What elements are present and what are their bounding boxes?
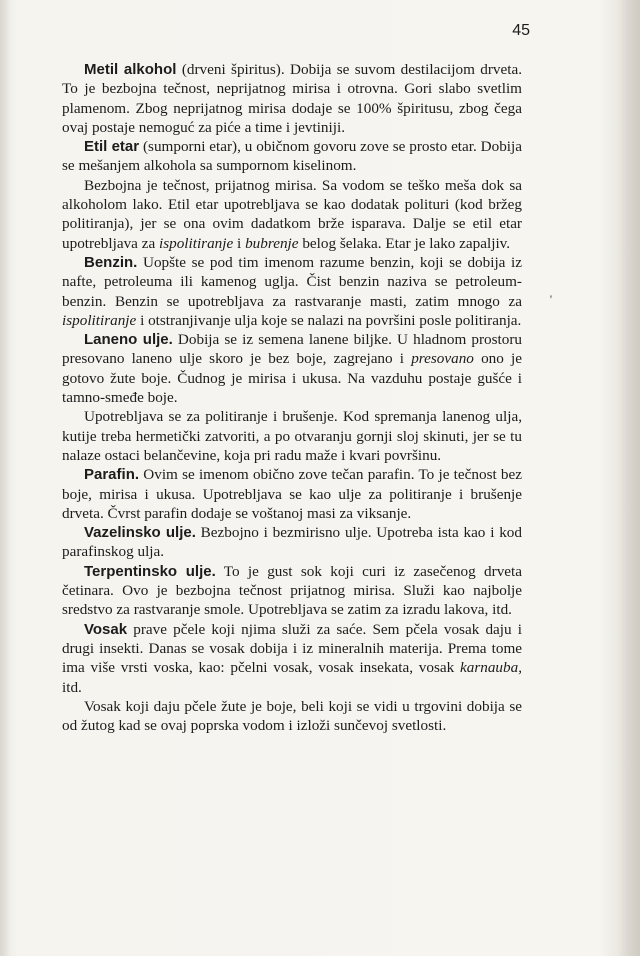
term-parafin: Parafin. — [84, 466, 140, 484]
paragraph-etil-etar-usage — [62, 176, 522, 253]
paragraph-text: (sumporni etar), u običnom govoru zove se prosto etar. Dobija se mešanjem alkohola sa sumpornom kiselinom. — [62, 138, 522, 175]
term-benzin: Benzin. — [84, 253, 138, 271]
paragraph-text: Ovim se imenom obično zove tečan parafin. To je tečnost bez boje, mirisa i ukusa. Upotrebljava se kao ulje za politiranje i brušenje drveta. Čvrst parafin dodaje se voštanoj masi za viksanje. — [62, 466, 522, 522]
term-vazelinsko-ulje: Vazelinsko ulje. — [84, 524, 196, 542]
scan-shadow-right — [618, 0, 640, 956]
paragraph-text: Upotrebljava se za politiranje i brušenje. Kod spremanja lanenog ulja, kutije treba hermetički zatvoriti, a po otvaranju gornji sloj skinuti, jer se tu nalaze ostaci belančevine, koja pri radu maže i kvari površinu. — [62, 408, 522, 464]
italic-term: ispolitiranje — [158, 234, 234, 252]
paragraph-text: Uopšte se pod tim imenom razume benzin, koji se dobija iz nafte, petroleuma ili kamenog uglja. Čist benzin naziva se petroleum-benzin. Benzin se upotrebljava za rastvaranje masti, zatim mnogo za — [62, 253, 522, 310]
paragraph-vosak-color — [62, 697, 522, 736]
paragraph-laneno-ulje — [62, 330, 522, 407]
paragraph-text: (drveni špiritus). Dobija se suvom destilacijom drveta. To je bezbojna tečnost, neprijatnog mirisa i otrovna. Gori slabo svetlim plamenom. Zbog neprijatnog mirisa dodaje se 100% špiritusu, zbog čega ovaj postaje nemoguć za piće a time i jevtiniji. — [62, 61, 523, 136]
paragraph-text: Vosak koji daju pčele žute je boje, beli koji se vidi u trgovini dobija se od žutog kad se ovaj poprska vodom i izloži sunčevoj svetlosti. — [62, 697, 522, 735]
paragraph-text: Bezbojna je tečnost, prijatnog mirisa. Sa vodom se teško meša dok sa alkoholom lako. Etil etar upotrebljava se kao dodatak polituri (kod bržeg politiranja), jer se ona ovim dadatkom brže isparava. Dalje se etil etar upotrebljava za — [62, 176, 522, 252]
italic-term: karnauba — [459, 659, 519, 677]
italic-term: ispolitiranje — [62, 311, 137, 329]
paragraph-vosak — [62, 620, 522, 697]
paragraph-text: , itd. — [62, 659, 522, 696]
term-terpentinsko-ulje: Terpentinsko ulje. — [84, 562, 216, 580]
body-text — [62, 60, 522, 735]
paragraph-vazelinsko-ulje — [62, 523, 522, 562]
paragraph-etil-etar — [62, 137, 522, 176]
paragraph-text: prave pčele koji njima služi za saće. Sem pčela vosak daju i drugi insekti. Danas se vosak dobija i iz mineralnih materija. Prema tome ima više vrsti voska, kao: pčelni vosak, vosak insekata, vosak — [62, 620, 522, 677]
paragraph-benzin — [62, 253, 522, 330]
term-laneno-ulje: Laneno ulje. — [84, 331, 173, 349]
paragraph-parafin — [62, 465, 522, 523]
margin-mark: ' — [549, 292, 552, 306]
paragraph-text: i — [233, 234, 246, 252]
term-metil-alkohol: Metil alkohol — [84, 61, 177, 78]
italic-term: bubrenje — [245, 234, 299, 252]
italic-term: presovano — [411, 350, 474, 368]
page-number: 45 — [512, 22, 530, 39]
paragraph-text: Dobija se iz semena lanene biljke. U hladnom prostoru presovano laneno ulje skoro je bez boje, zagrejano i — [62, 331, 522, 368]
paragraph-text: ono je gotovo žute boje. Čudnog je mirisa i ukusa. Na vazduhu postaje gušće i tamno-smeđe boje. — [62, 350, 522, 407]
paragraph-laneno-ulje-usage — [62, 407, 522, 465]
paragraph-text: Bezbojno i bezmirisno ulje. Upotreba ista kao i kod parafinskog ulja. — [62, 524, 522, 561]
term-vosak: Vosak — [84, 620, 128, 638]
paragraph-terpentinsko-ulje — [62, 562, 522, 620]
paragraph-text: To je gust sok koji curi iz zasečenog drveta četinara. Ovo je bezbojna tečnost prijatnog mirisa. Služi kao najbolje sredstvo za rastvaranje smole. Upotrebljava se zatim za izradu lakova, itd. — [62, 562, 523, 619]
paragraph-text: i otstranjivanje ulja koje se nalazi na površini posle politiranja. — [136, 311, 522, 329]
term-etil-etar: Etil etar — [84, 138, 140, 156]
paragraph-metil-alkohol — [62, 60, 522, 137]
paragraph-text: belog šelaka. Etar je lako zapaljiv. — [298, 234, 511, 252]
scan-shadow-left — [0, 0, 10, 956]
